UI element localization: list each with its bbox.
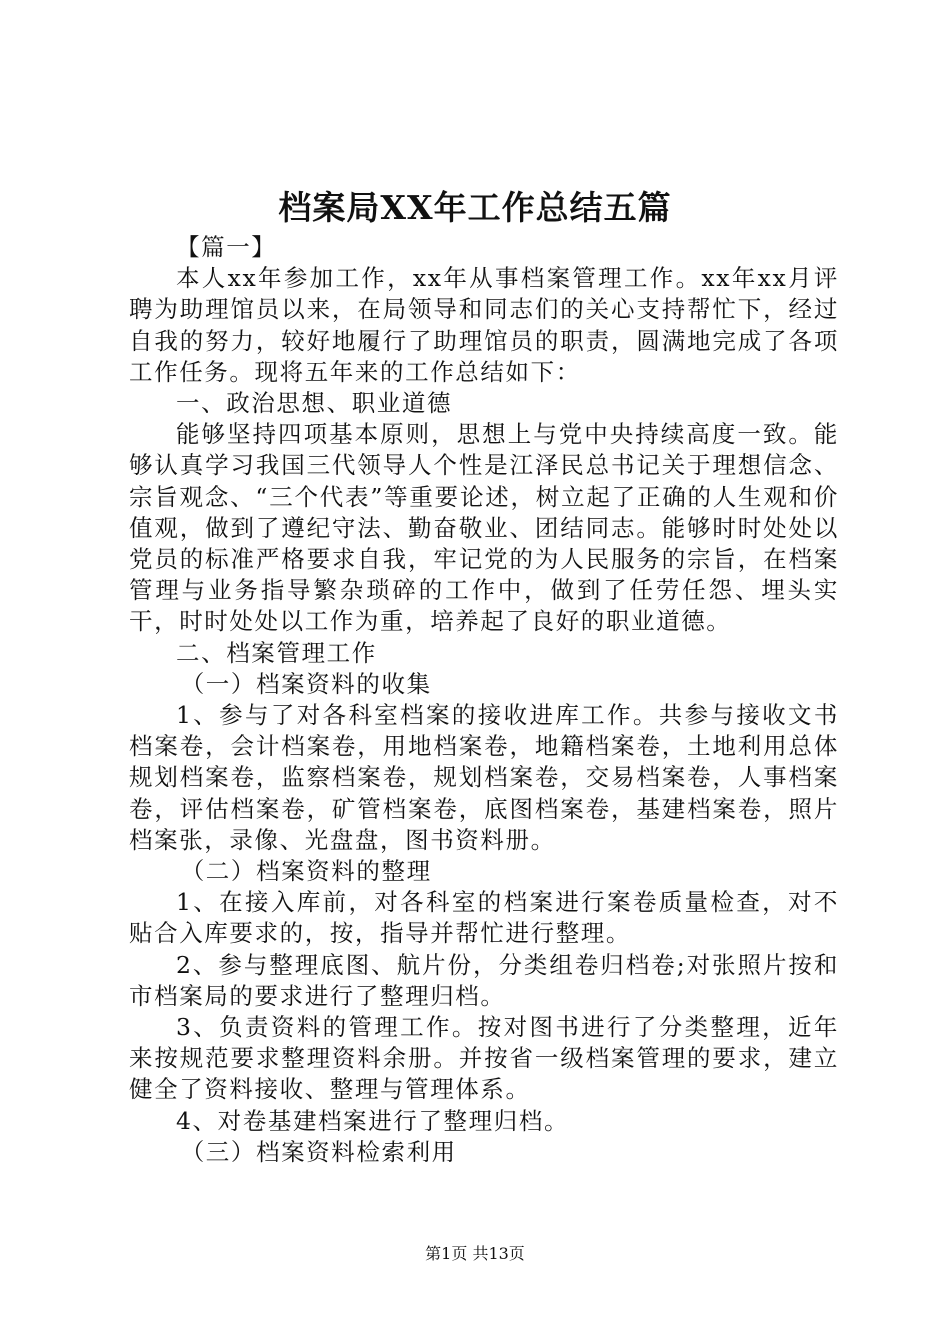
paragraph: 1、参与了对各科室档案的接收进库工作。共参与接收文书档案卷，会计档案卷，用地档案卷，地籍档案卷，土地利用总体规划档案卷，监察档案卷，规划档案卷，交易档案卷，人事档案卷，评估档案卷，矿管档案卷，底图档案卷，基建档案卷，照片档案张，录像、光盘盘，图书资料册。 — [129, 701, 839, 854]
subheading: （一）档案资料的收集 — [180, 669, 432, 698]
paragraph: 3、负责资料的管理工作。按对图书进行了分类整理，近年来按规范要求整理资料余册。并按省一级档案管理的要求，建立健全了资料接收、整理与管理体系。 — [129, 1013, 839, 1104]
document-title: 档案局XX年工作总结五篇 — [278, 188, 672, 227]
document-body — [129, 232, 839, 1168]
heading: 二、档案管理工作 — [176, 638, 377, 667]
paragraph: 1、在接入库前，对各科室的档案进行案卷质量检查，对不贴合入库要求的，按，指导并帮忙进行整理。 — [129, 888, 839, 948]
heading: 一、政治思想、职业道德 — [176, 389, 453, 418]
subheading: （三）档案资料检索利用 — [180, 1137, 457, 1166]
paragraph: 2、参与整理底图、航片份，分类组卷归档卷;对张照片按和市档案局的要求进行了整理归档。 — [129, 950, 839, 1010]
page-number-footer: 第1页 共13页 — [425, 1244, 525, 1263]
paragraph: 本人xx年参加工作，xx年从事档案管理工作。xx年xx月评聘为助理馆员以来，在局领导和同志们的关心支持帮忙下，经过自我的努力，较好地履行了助理馆员的职责，圆满地完成了各项工作任务。现将五年来的工作总结如下： — [129, 264, 839, 386]
section-heading: 【篇一】 — [176, 233, 277, 261]
paragraph: 4、对卷基建档案进行了整理归档。 — [176, 1106, 570, 1135]
paragraph: 能够坚持四项基本原则，思想上与党中央持续高度一致。能够认真学习我国三代领导人个性是江泽民总书记关于理想信念、宗旨观念、“三个代表”等重要论述，树立起了正确的人生观和价值观，做到了遵纪守法、勤奋敬业、团结同志。能够时时处处以党员的标准严格要求自我，牢记党的为人民服务的宗旨，在档案管理与业务指导繁杂琐碎的工作中，做到了任劳任怨、埋头实干，时时处处以工作为重，培养起了良好的职业道德。 — [129, 420, 839, 636]
subheading: （二）档案资料的整理 — [180, 857, 432, 886]
